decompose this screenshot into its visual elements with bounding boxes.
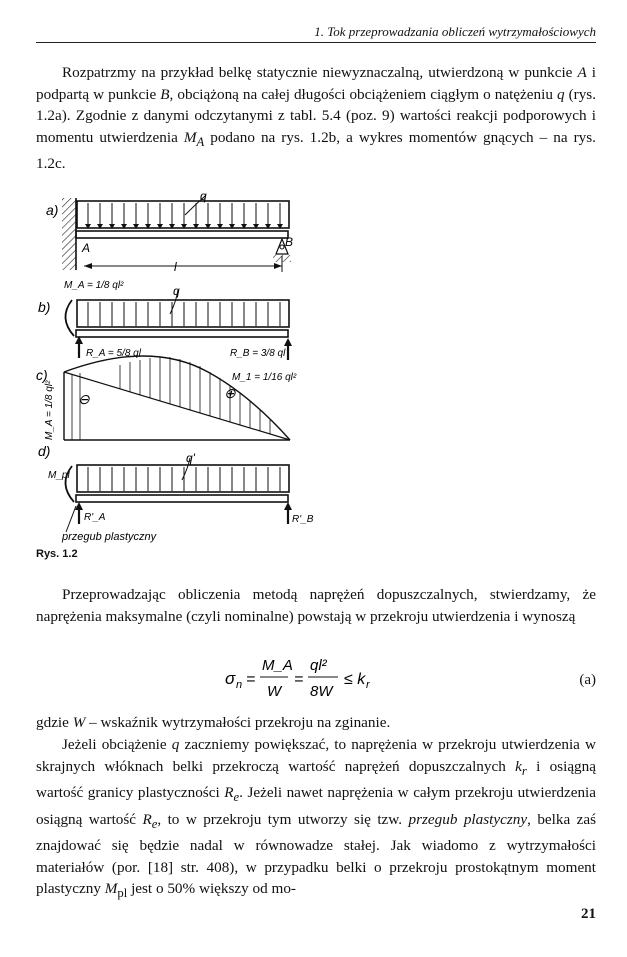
beam-a bbox=[76, 231, 288, 238]
label-d: d) bbox=[38, 443, 51, 459]
load-q-label-a: q bbox=[200, 189, 207, 203]
plastic-hinge-label: przegub plastyczny bbox=[62, 531, 157, 543]
moment-arrow-b bbox=[65, 300, 74, 336]
load-arrows-a bbox=[88, 203, 280, 227]
fraction2-numerator: ql² bbox=[310, 657, 327, 674]
moment-MA-label: M_A = 1/8 ql² bbox=[64, 280, 124, 291]
distributed-load-a bbox=[77, 201, 289, 228]
fraction2-denominator: 8W bbox=[310, 683, 333, 700]
point-B-label: B bbox=[285, 235, 294, 249]
svg-text:=: = bbox=[246, 671, 256, 688]
label-c: c) bbox=[36, 367, 48, 383]
running-header bbox=[36, 24, 596, 43]
moment-MA-vertical-label: M_A = 1/8 ql² bbox=[44, 380, 55, 440]
paragraph-method: Przeprowadzając obliczenia metodą naprężeń dopuszczalnych, stwierdzamy, że naprężenia maksymalne (czyli nominalne) powstają w przekroju utwierdzenia i wynoszą bbox=[36, 586, 596, 625]
sigma-symbol: σ bbox=[225, 669, 236, 688]
fraction1-numerator: M_A bbox=[262, 657, 293, 674]
equation-a bbox=[36, 650, 596, 702]
beam-b bbox=[76, 330, 288, 337]
minus-sign: ⊖ bbox=[78, 391, 90, 407]
span-l-label: l bbox=[174, 260, 177, 274]
sigma-subscript: n bbox=[236, 679, 243, 691]
paragraph-intro: Rozpatrzmy na przykład belkę statycznie niewyznaczalną, utwierdzoną w punkcie A i podpartą w punkcie B, obciążoną na całej długości obciążeniem ciągłym o natężeniu q (rys. 1.2a). Zgodnie z danymi odczytanymi z tabl. 5.4 (poz. 9) wartości reakcji podporowych i momentu utwierdzenia $M_A$ podano na rys. 1.2b, a wykres momentów gnących – na rys. 1.2c. bbox=[36, 64, 596, 173]
reaction-RA-label: R_A = 5/8 ql bbox=[86, 348, 141, 359]
point-A-label: A bbox=[82, 241, 91, 255]
moment-arrow-d bbox=[65, 466, 74, 502]
paragraph-plastic: Jeżeli obciążenie q zaczniemy powiększać, to naprężenia w przekroju utwierdzenia w skrajnych włóknach belki przekroczą wartość naprężeń dopuszczalnych $k_r$ i osiągną wartość granicy plastyczności $R_e$. Jeżeli nawet naprężenia w całym przekroju utwierdzenia osiągną wartość $R_e$, to w przekroju tym utworzy się tzw. przegub plastyczny, belka zaś znajdować się będzie nadal w równowadze stałej. Jak wiadomo z wytrzymałości materiałów (por. [18] str. 408), w przypadku belki o przekroju prostokątnym moment plastyczny $M_{pl}$ jest o 50% większy od mo- bbox=[36, 736, 597, 901]
distributed-load-b bbox=[77, 300, 289, 327]
moment-diagram bbox=[44, 356, 297, 440]
moment-Mpl-label: M_pl bbox=[48, 470, 70, 481]
beam-d bbox=[76, 495, 288, 502]
plus-sign: ⊕ bbox=[224, 385, 236, 401]
term-plastic-hinge: przegub plastyczny bbox=[408, 810, 528, 828]
load-q-label-b: q bbox=[173, 284, 180, 298]
inequality: ≤ k bbox=[344, 671, 366, 688]
distributed-load-d bbox=[77, 465, 289, 492]
figure-caption: Rys. 1.2 bbox=[36, 548, 78, 560]
paragraph-where: gdzie W – wskaźnik wytrzymałości przekroju na zginanie. bbox=[36, 714, 391, 731]
moment-M1-label: M_1 = 1/16 ql² bbox=[232, 372, 297, 383]
inequality-subscript: r bbox=[366, 679, 370, 691]
wall-a bbox=[62, 198, 76, 270]
fraction1-denominator: W bbox=[267, 683, 282, 700]
svg-text:=: = bbox=[294, 671, 304, 688]
label-a: a) bbox=[46, 202, 59, 218]
load-qprime-label: q' bbox=[186, 451, 195, 465]
reaction-RB-prime-label: R'_B bbox=[292, 514, 314, 525]
reaction-RA-prime-label: R'_A bbox=[84, 512, 106, 523]
equation-label: (a) bbox=[579, 672, 596, 688]
reaction-RB-label: R_B = 3/8 ql bbox=[230, 348, 286, 359]
page-number: 21 bbox=[581, 906, 596, 922]
chapter-title: 1. Tok przeprowadzania obliczeń wytrzymałościowych bbox=[314, 24, 596, 39]
support-B bbox=[276, 239, 288, 254]
label-b: b) bbox=[38, 299, 51, 315]
